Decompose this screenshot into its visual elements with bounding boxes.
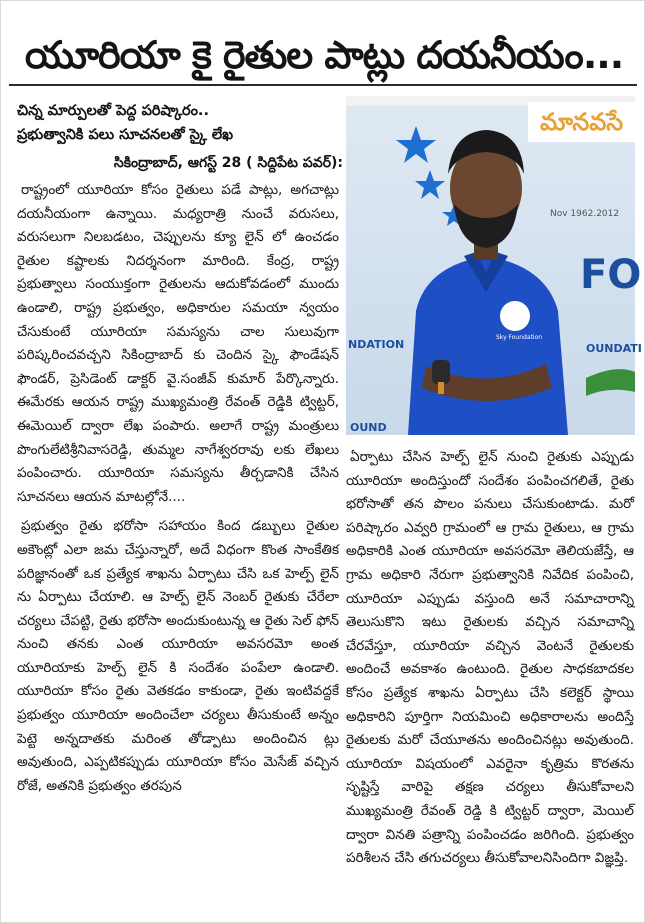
article-column-one [17,179,339,909]
column-two-paragraph-1: ఏర్పాటు చేసిన హెల్ప్ లైన్ నుంచి రైతుకు ఎప్పుడు యూరియా అందిస్తుందో సందేశం పంపించగలితే, రైతు భరోసాతో తన పొలం పనులు చేసుకుంటాడు. మరో పరిష్కారం ఎవ్వరి గ్రామంలో ఆ గ్రామ రైతులు, ఆ గ్రామ అధికారికి ఎంత యూరియా అవసరమో తెలియజేస్తే, ఆ గ్రామ అధికారి నేరుగా ప్రభుత్వానికి నివేదిక పంపించి, యూరియా ఎప్పుడు వస్తుంది అనే సమాచారాన్ని తెలుసుకొని ఇటు రైతులకు వచ్చిన సమాచాన్ని చేరవేస్తూ, యూరియా వచ్చిన వెంటనే రైతులకు అందించే అవకాశం ఉంటుంది. రైతుల సాధకబాదకల కోసం ప్రత్యేక శాఖను ఏర్పాటు చేసి కలెక్టర్ స్థాయి అధికారిని పూర్తిగా నియమించి అధికారాలను అందిస్తే రైతులకు మరో చేయూతను అందించినట్లు అవుతుంది. యూరియా విషయంలో ఎవరైనా కృత్రిమ కొరతను సృష్టిస్తే వారిపై తక్షణ చర్యలు తీసుకోవాలని ముఖ్యమంత్రి రేవంత్ రెడ్డి కి ట్విట్టర్ ద్వారా, మెయిల్ ద్వారా వినతి పత్రాన్ని పంపించడం జరిగింది. ప్రభుత్వం పరిశీలన చేసి తగుచర్యలు తీసుకోవాలనిసిందిగా విజ్ఞప్తి. [346,449,634,867]
headline-divider [9,84,637,86]
article-headline: యూరియా కై రైతుల పాట్లు దయనీయం... [24,33,624,77]
banner-mid-text: FO [580,252,642,298]
subheading-2: ప్రభుత్వానికి పలు సూచనలతో స్కై లేఖ [17,127,234,143]
watch-strap [438,382,444,394]
column-one-paragraph-2: ప్రభుత్వం రైతు భరోసా సహాయం కింద డబ్బులు రైతుల అకౌంట్లో ఎలా జమ చేస్తున్నారో, అదే విధంగా కొంత సాంకేతిక పరిజ్ఞానంతో ఒక ప్రత్యేక శాఖను ఏర్పాటు చేసి ఒక హెల్ప్ లైన్ ను ఏర్పాటు చేయాలి. ఆ హెల్ప్ లైన్ నెంబర్ రైతుకు చేరేలా చర్యలు చేపట్టి, రైతు భరోసా అందుకుంటున్న ఆ రైతు సెల్ ఫోన్ నుంచి తనకు ఎంత యూరియా అవసరమో అంత యూరియాకు హెల్ప్ లైన్ కి సందేశం పంపేలా ఉండాలి. యూరియా కోసం రైతు వెతకడం కాకుండా, రైతు ఇంటివద్దకే ప్రభుత్వం యూరియా అందించేలా చర్యలు తీసుకుంటే అన్నం పెట్టె అన్నదాతకు మరింత తోడ్పాటు అందించిన ట్లు అవుతుంది, ఎప్పటికప్పుడు యూరియా కోసం మెసేజ్ వచ్చిన రోజే, అతనికి ప్రభుత్వం తరపున [17,518,339,794]
article-photo [346,96,642,435]
shirt-logo-text: Sky Foundation [496,334,543,341]
banner-top-text: మానవసే [540,108,624,136]
column-one-paragraph-1: రాష్ట్రంలో యూరియా కోసం రైతులు పడే పాట్లు, అగచాట్లు దయనీయంగా ఉన్నాయి. మధ్యరాత్రి నుంచే వరుసలు, వరుసలుగా నిలబడటం, చెప్పులను క్యూ లైన్ లో ఉంచడం రైతుల కష్టాలకు నిదర్శనంగా మారింది. కేంద్ర, రాష్ట్ర ప్రభుత్వాలు సంయుక్తంగా రైతులను ఆదుకోవడంలో ముందు ఉండాలి, రాష్ట్ర ప్రభుత్వం, అధికారుల సమయా న్వయం చేసుకుంటే యూరియా సమస్యను చాల సులువుగా పరిష్కరించవచ్చని సికింద్రాబాద్ కు చెందిన స్కై ఫౌండేషన్ ఫౌండర్, ప్రెసిడెంట్ డాక్టర్ వై.సంజీవ్ కుమార్ పేర్కొన్నారు. ఈమేరకు ఆయన రాష్ట్ర ముఖ్యమంత్రి రేవంత్ రెడ్డికి ట్విట్టర్, ఈమెయిల్ ద్వారా లేఖ పంపారు. అలాగే రాష్ట్ర మంత్రులు పొంగులేటిశ్రీనివాసరెడ్డి, తుమ్మల నాగేశ్వరరావు లకు లేఖలు పంపించారు. యూరియా సమస్యను తీర్చడానికి చేసిన సూచనలు ఆయన మాటల్లోనే.... [17,182,339,505]
portrait-illustration [346,96,642,435]
shirt-logo-badge [500,301,530,331]
article-subheadings [17,99,343,147]
banner-right-text: OUNDATI [586,342,642,355]
wristwatch [432,360,450,384]
article-column-two [346,446,634,912]
article-dateline: సికింద్రాబాద్, ఆగస్ట్ 28 ( సిద్దిపేట పవర్): [113,155,343,171]
subheading-1: చిన్న మార్పులతో పెద్ద పరిష్కారం.. [17,103,209,119]
banner-date-text: Nov 1962.2012 [550,209,620,219]
banner-bottom-text: OUND [350,421,387,434]
banner-left-text: NDATION [348,338,405,351]
